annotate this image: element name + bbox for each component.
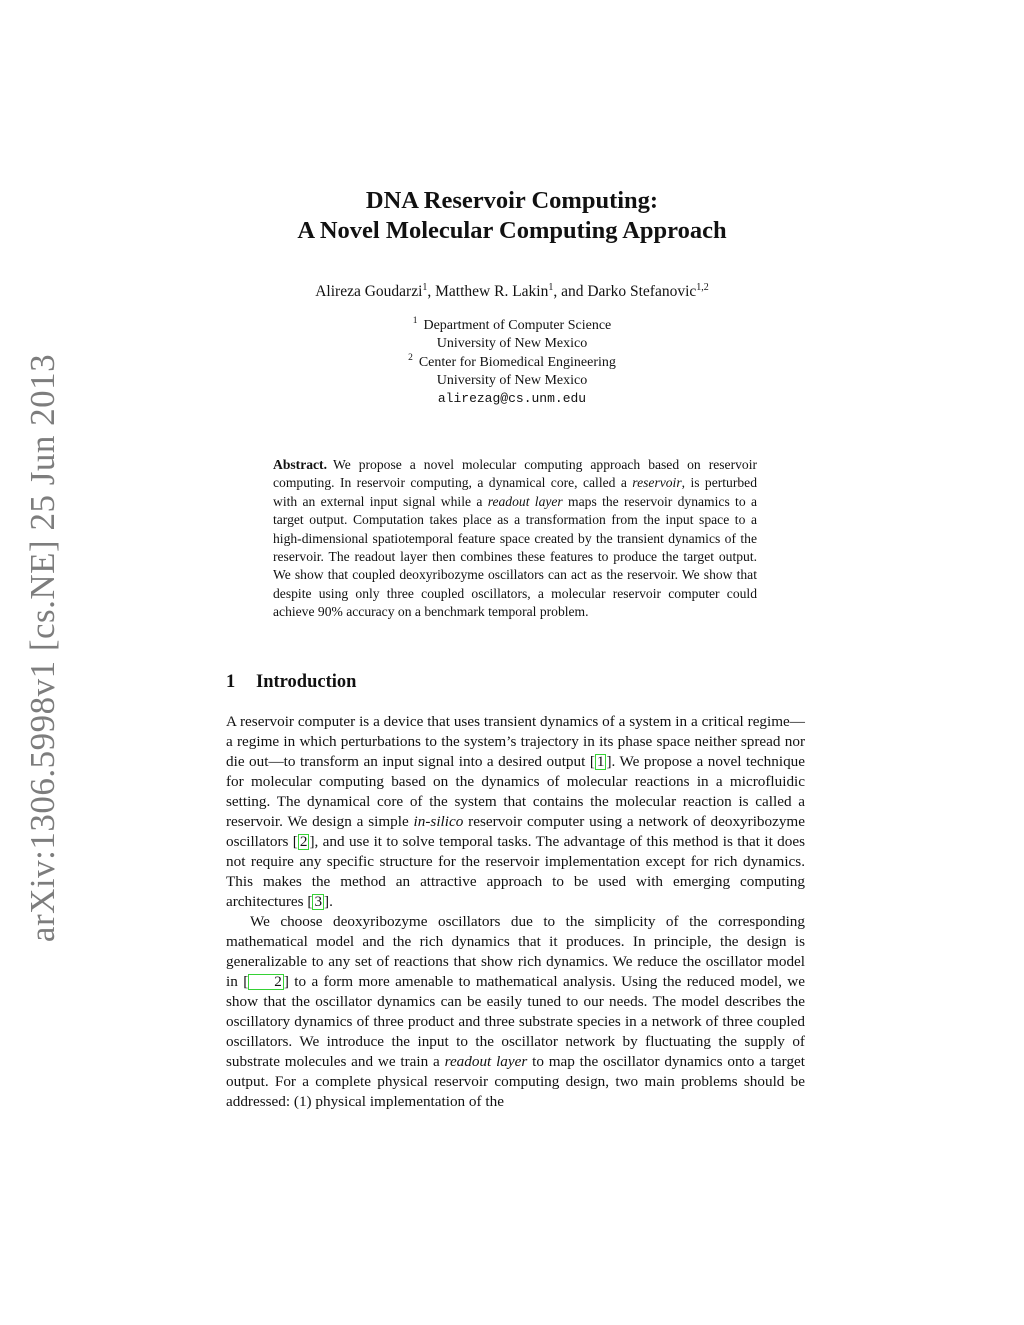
- affiliation-line: $^1$ Department of Computer Science: [412, 316, 612, 333]
- body-text: [226, 712, 805, 1112]
- author-affil-mark: 1,2: [696, 281, 709, 293]
- paragraph: We choose deoxyribozyme oscillators due to the simplicity of the corresponding mathematical model and the rich dynamics that it produces. In principle, the design is generalizable to any set of reactions that show rich dynamics. We reduce the oscillator model in [ 2 ] to a form more amenable to mathematical analysis. Using the reduced model, we show that the oscillator dynamics can be easily tuned to our needs. The model describes the oscillatory dynamics of three product and three substrate species in a network of three coupled oscillators. We introduce the input to the oscillator network by fluctuating the supply of substrate molecules and we train a readout layer to map the oscillator dynamics onto a target output. For a complete physical reservoir computing design, two main problems should be addressed: (1) physical implementation of the: [226, 913, 805, 1110]
- section-heading: [226, 672, 356, 693]
- affil-number: 2: [408, 352, 413, 363]
- author-affil-mark: 1: [422, 281, 428, 293]
- paper-title: [0, 186, 1024, 246]
- section-title: Introduction: [256, 672, 357, 692]
- affiliation-line: University of New Mexico: [436, 372, 588, 388]
- arxiv-watermark: arXiv:1306.5998v1 [cs.NE] 25 Jun 2013: [23, 353, 62, 943]
- abstract: Abstract. We propose a novel molecular computing approach based on reservoir computing. In reservoir computing, a dynamical core, called a reservoir, is perturbed with an external input signal while a readout layer maps the reservoir dynamics to a target output. Computation takes place as a transformation from the input space to a high-dimensional spatiotemporal feature space created by the transient dynamics of the reservoir. The readout layer then combines these features to produce the target output. We show that coupled deoxyribozyme oscillators can act as the reservoir. We show that despite using only three coupled oscillators, a molecular reservoir computer could achieve 90% accuracy on a benchmark temporal problem.: [273, 457, 757, 620]
- title-line-2: A Novel Molecular Computing Approach: [297, 217, 727, 244]
- author-affil-mark: 1: [548, 281, 554, 293]
- affiliations: [0, 317, 1024, 408]
- abstract-label: Abstract.: [273, 457, 327, 472]
- citation-link[interactable]: 2: [299, 833, 308, 850]
- paragraph: A reservoir computer is a device that uses transient dynamics of a system in a critical regime—a regime in which perturbations to the system’s trajectory in its phase space neither spread nor die out—to transform an input signal into a desired output [ 1 ]. We propose a novel technique for molecular computing based on the dynamics of molecular reactions in a microfluidic setting. The dynamical core of the system that contains the molecular reaction is called a reservoir. We design a simple in-silico reservoir computer using a network of deoxyribozyme oscillators [ 2 ], and use it to solve temporal tasks. The advantage of this method is that it does not require any specific structure for the reservoir implementation except for rich dynamics. This makes the method an attractive approach to be used with emerging computing architectures [ 3 ].: [226, 713, 806, 910]
- email-address: alirezag@cs.unm.edu: [437, 391, 587, 407]
- citation-link[interactable]: 3: [314, 893, 323, 910]
- author-name: Alireza Goudarzi: [315, 283, 423, 300]
- affil-number: 1: [412, 316, 418, 327]
- citation-link[interactable]: 1: [596, 753, 605, 770]
- affiliation-line: $^2$ Center for Biomedical Engineering: [408, 352, 616, 370]
- author-name: , and Darko Stefanovic: [553, 283, 697, 300]
- section-number: 1: [226, 672, 236, 692]
- title-line-1: DNA Reservoir Computing:: [365, 187, 659, 214]
- citation-link[interactable]: 2: [248, 974, 284, 990]
- affiliation-line: University of New Mexico: [436, 336, 588, 352]
- author-list: [0, 283, 1024, 301]
- author-name: , Matthew R. Lakin: [427, 283, 549, 300]
